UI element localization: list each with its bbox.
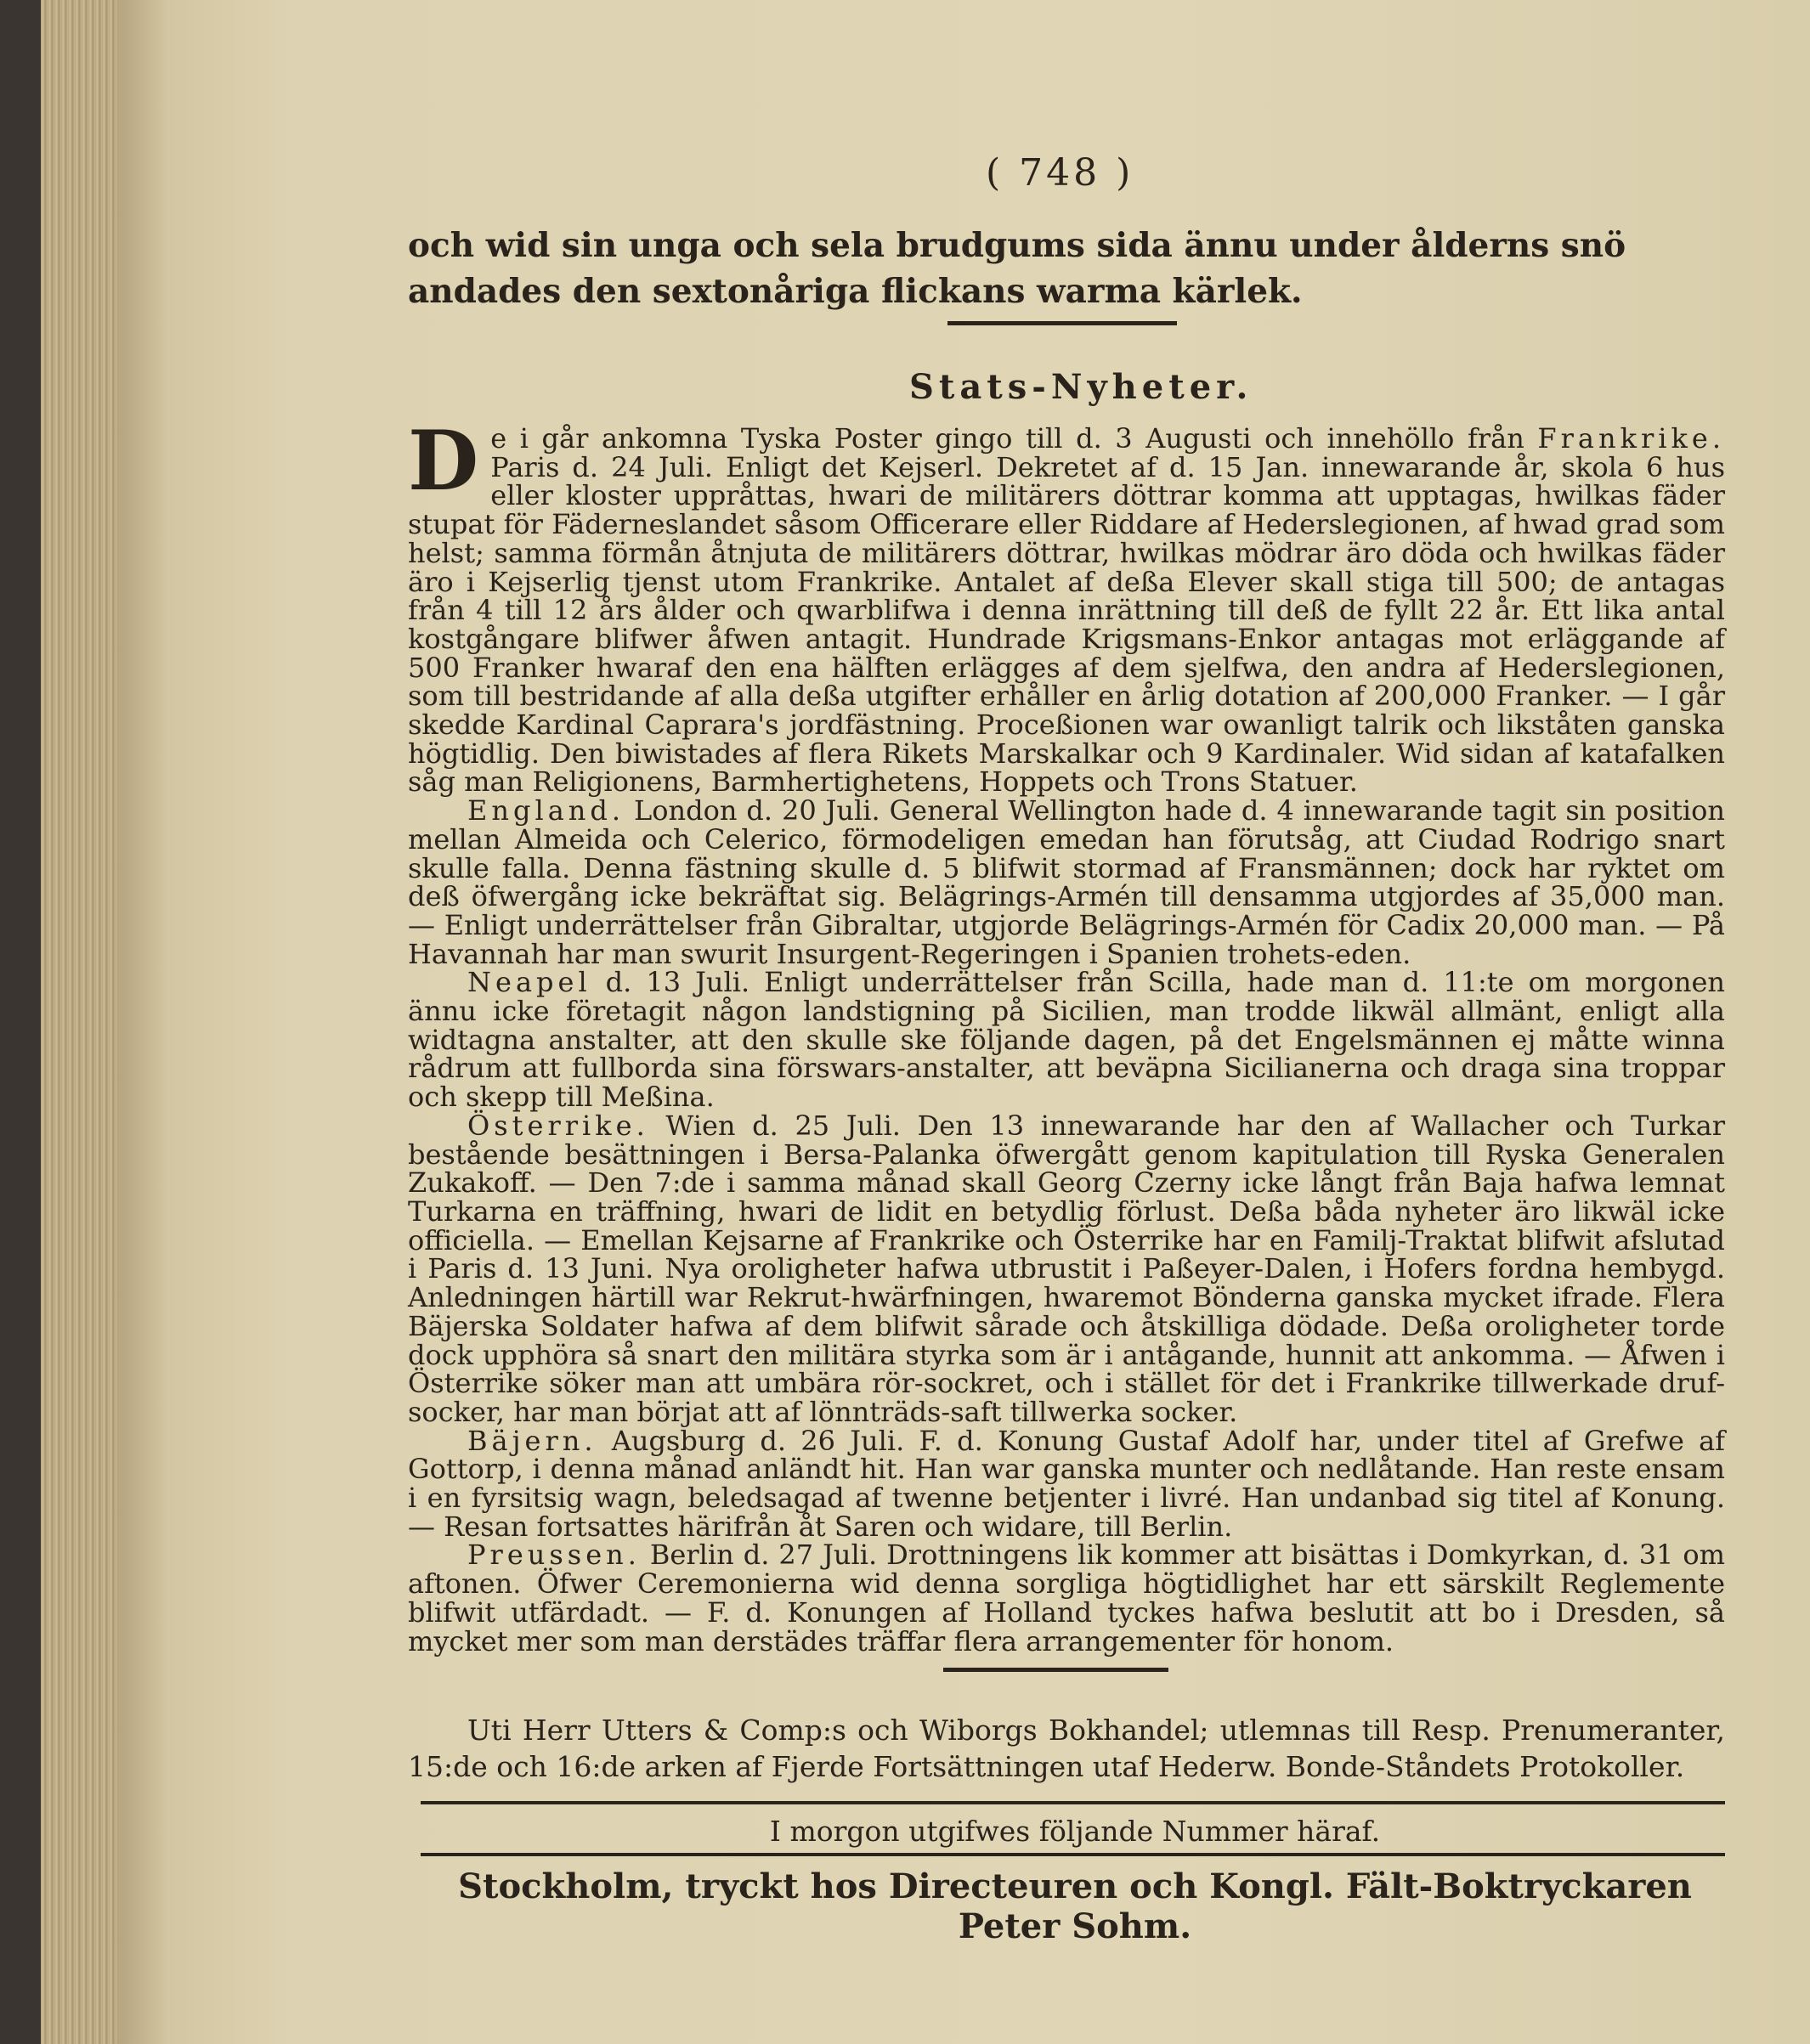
divider-top	[947, 321, 1177, 325]
news-item	[408, 1541, 1725, 1656]
news-item	[408, 794, 1725, 970]
section-heading: Stats-Nyheter.	[909, 367, 1253, 407]
page-number: ( 748 )	[986, 151, 1134, 195]
news-item	[408, 968, 1725, 1112]
news-text: d. 13 Juli. Enligt underrättelser från Scilla, hade man d. 11:te om morgonen ännu icke företagit någon landstigning på Sicilien, man trodde likwäl allmänt, enligt alla widtagna anstalter, att den skulle ske följande dagen, på det Engelsmännen ej måtte winna rådrum att fullborda sina förswars-anstalter, att beväpna Sicilianerna och draga sina troppar och skepp till Meßina.	[408, 966, 1725, 1114]
news-place: Frankrike.	[1537, 422, 1725, 455]
news-place: England.	[467, 794, 625, 827]
divider-middle	[943, 1668, 1168, 1672]
intro-text: och wid sin unga och sela brudgums sida ännu under ålderns snö andades den sextonåriga flickans warma kärlek.	[408, 226, 1626, 311]
news-text: London d. 20 Juli. General Wellington hade d. 4 innewarande tagit sin position mellan Almeida och Celerico, förmodeligen emedan han förutsåg, att Ciudad Rodrigo snart skulle falla. Denna fästning skulle d. 5 blifwit stormad af Fransmännen; dock har ryktet om deß öfwergång icke bekräftat sig. Belägrings-Armén till densamma utgjordes af 35,000 man. — Enligt underrättelser från Gibraltar, utgjorde Belägrings-Armén för Cadix 20,000 man. — På Havannah har man swurit Insurgent-Regeringen i Spanien trohets-eden.	[408, 794, 1725, 970]
news-item	[408, 1109, 1725, 1428]
divider-imprint-top	[421, 1853, 1725, 1856]
news-body	[408, 413, 1725, 1657]
news-place: Preussen.	[467, 1539, 641, 1572]
news-item	[408, 1424, 1725, 1543]
news-item	[408, 413, 1725, 799]
news-text: Wien d. 25 Juli. Den 13 innewarande har den af Wallacher och Turkar bestående besättningen i Bersa-Palanka öfwergått genom kapitulation till Ryska Generalen Zukakoff. — Den 7:de i samma månad skall Georg Czerny icke långt från Baja hafwa lemnat Turkarna en träffning, hwari de lidit en betydlig förlust. Deßa båda nyheter äro likwäl icke officiella. — Emellan Kejsarne af Frankrike och Österrike har en Familj-Traktat blifwit afslutad i Paris d. 13 Juni. Nya oroligheter hafwa utbrustit i Paßeyer-Dalen, i Hofers fordna hembygd. Anledningen härtill war Rekrut-hwärfningen, hwaremot Bönderna ganska mycket ifrade. Flera Bäjerska Soldater hafwa af dem blifwit sårade och åtskilliga dödade. Deßa oroligheter torde dock upphöra så snart den militära styrka som är i antågande, hunnit att ankomma. — Åfwen i Österrike söker man att umbära rör-sockret, och i stället för det i Frankrike tillwerkade druf-socker, har man börjat att af lönnträds-saft tillwerka socker.	[408, 1109, 1725, 1428]
news-place: Österrike.	[467, 1109, 649, 1142]
page-edges	[41, 0, 117, 2044]
news-place: Bäjern.	[467, 1424, 597, 1457]
news-lead: e i går ankomna Tyska Poster gingo till d. 3 Augusti och innehöllo från	[490, 422, 1538, 455]
divider-notice-bottom	[421, 1801, 1725, 1804]
news-text: Berlin d. 27 Juli. Drottningens lik kommer att bisättas i Domkyrkan, d. 31 om aftonen. Öfwer Ceremonierna wid denna sorgliga högtidlighet har ett särskilt Reglemente blifwit utfärdadt. — F. d. Konungen af Holland tyckes hafwa beslutit att bo i Dresden, så mycket mer som man derstädes träffar flera arrangementer för honom.	[408, 1539, 1725, 1657]
news-place: Neapel	[467, 966, 591, 999]
notice-text: Uti Herr Utters & Comp:s och Wiborgs Bokhandel; utlemnas till Resp. Prenumeranter, 15:de och 16:de arken af Fjerde Fortsättningen utaf Hederw. Bonde-Ståndets Protokoller.	[408, 1714, 1725, 1783]
news-text: Augsburg d. 26 Juli. F. d. Konung Gustaf Adolf har, under titel af Grefwe af Gottorp, i denna månad anländt hit. Han war ganska munter och nedlåtande. Han reste ensam i en fyrsitsig wagn, beledsagad af twenne betjenter i livré. Han undanbad sig titel af Konung. — Resan fortsattes härifrån åt Saren och widare, till Berlin.	[408, 1424, 1725, 1543]
book-spine	[0, 0, 41, 2044]
next-issue-line: I morgon utgifwes följande Nummer häraf.	[769, 1815, 1381, 1848]
drop-cap: D	[408, 413, 479, 509]
bookshop-notice	[408, 1712, 1725, 1785]
printer-imprint: Stockholm, tryckt hos Directeuren och Kongl. Fält-Boktryckaren Peter Sohm.	[458, 1866, 1692, 1946]
news-text: Paris d. 24 Juli. Enligt det Kejserl. Dekretet af d. 15 Jan. innewarande år, skola 6 hus eller kloster uppråttas, hwari de militärers döttrar komma att upptagas, hwilkas fäder stupat för Fäderneslandet såsom Officerare eller Riddare af Hederslegionen, af hwad grad som helst; samma förmån åtnjuta de militärers döttrar, hwilkas mödrar äro döda och hwilkas fäder äro i Kejserlig tjenst utom Frankrike. Antalet af deßa Elever skall stiga till 500; de antagas från 4 till 12 års ålder och qwarblifwa i denna inrättning till deß de fyllt 22 år. Ett lika antal kostgångare blifwer åfwen antagit. Hundrade Krigsmans-Enkor antagas mot erläggande af 500 Franker hwaraf den ena hälften erlägges af dem sjelfwa, den andra af Hederslegionen, som till bestridande af alla deßa utgifter erhåller en årlig dotation af 200,000 Franker. — I går skedde Kardinal Caprara's jordfästning. Proceßionen war owanligt talrik och likståten ganska högtidlig. Den biwistades af flera Rikets Marskalkar och 9 Kardinaler. Wid sidan af katafalken såg man Religionens, Barmhertighetens, Hoppets och Trons Statuer.	[408, 450, 1725, 799]
